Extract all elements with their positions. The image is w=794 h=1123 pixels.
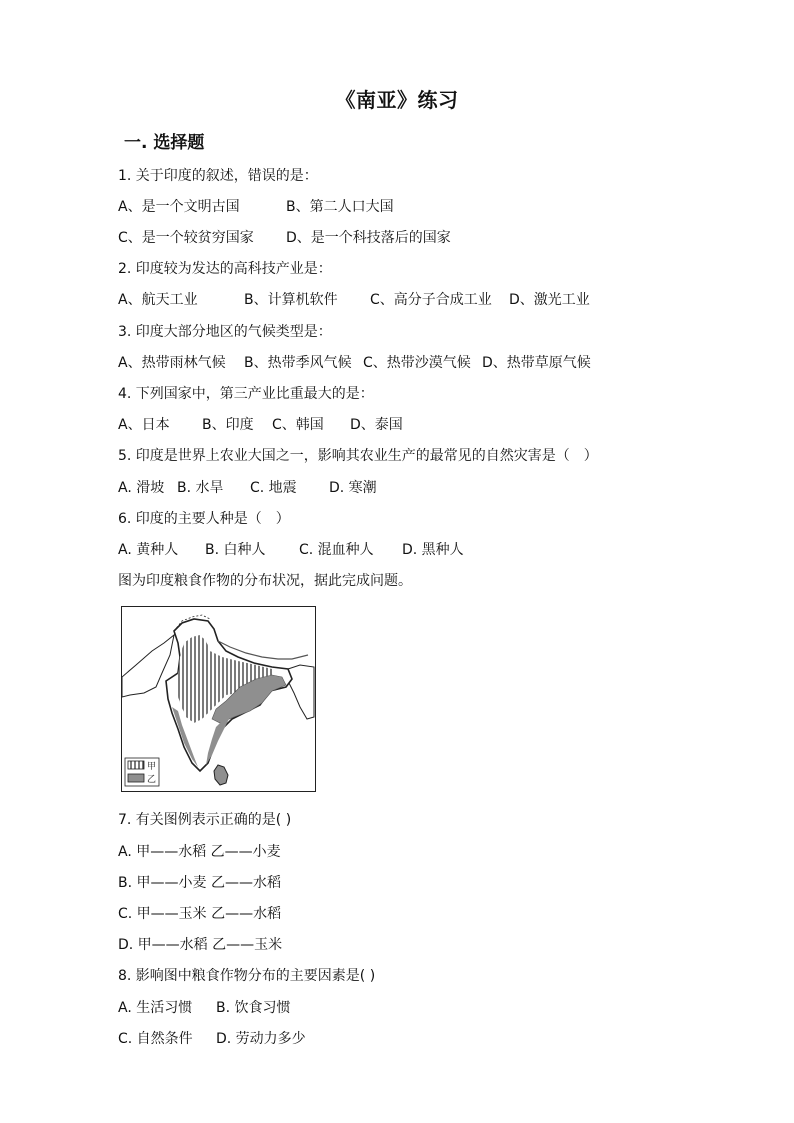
option-c: C、韩国	[272, 417, 324, 433]
option-d: D. 劳动力多少	[216, 1031, 306, 1047]
question-5-options	[118, 479, 377, 497]
option-c: C、是一个较贫穷国家	[118, 230, 254, 246]
option-a: A. 生活习惯	[118, 1000, 193, 1016]
page-title: 《南亚》练习	[335, 88, 459, 112]
question-3-options	[118, 354, 591, 372]
india-crop-map-drawing	[122, 607, 315, 791]
option-b: B、热带季风气候	[244, 355, 352, 371]
question-1-options-2	[118, 229, 451, 247]
option-b: B. 饮食习惯	[216, 1000, 291, 1016]
option-c: C. 地震	[250, 480, 297, 496]
option-d: D. 黑种人	[402, 542, 464, 558]
question-3-stem: 3. 印度大部分地区的气候类型是：	[118, 324, 332, 340]
east-neighbor-land	[288, 665, 314, 719]
option-c: C、高分子合成工业	[370, 292, 492, 308]
option-a: A、日本	[118, 417, 170, 433]
question-2-stem: 2. 印度较为发达的高科技产业是：	[118, 261, 332, 277]
question-8-options-2	[118, 1030, 306, 1048]
option-c: C. 自然条件	[118, 1031, 193, 1047]
question-6-options	[118, 541, 464, 559]
question-2-options	[118, 291, 590, 309]
sri-lanka-island	[214, 765, 228, 785]
figure-intro: 图为印度粮食作物的分布状况，据此完成问题。	[118, 573, 412, 589]
legend-yi-swatch	[128, 774, 144, 782]
option-b: B、第二人口大国	[286, 199, 394, 215]
question-7-option-a: A. 甲——水稻 乙——小麦	[118, 844, 281, 860]
question-7-option-d: D. 甲——水稻 乙——玉米	[118, 937, 283, 953]
section-heading: 一. 选择题	[124, 133, 205, 153]
option-d: D、泰国	[350, 417, 403, 433]
option-c: C. 混血种人	[299, 542, 374, 558]
option-c: C、热带沙漠气候	[363, 355, 471, 371]
option-a: A、是一个文明古国	[118, 199, 240, 215]
question-7-option-c: C. 甲——玉米 乙——水稻	[118, 906, 282, 922]
question-4-options	[118, 416, 403, 434]
question-4-stem: 4. 下列国家中，第三产业比重最大的是：	[118, 386, 374, 402]
option-b: B. 水旱	[177, 480, 224, 496]
legend-yi-label: 乙	[147, 775, 157, 785]
question-8-stem: 8. 影响图中粮食作物分布的主要因素是( )	[118, 968, 376, 984]
question-1-options	[118, 198, 394, 216]
question-8-options	[118, 999, 291, 1017]
legend-jia-swatch	[128, 761, 144, 769]
option-b: B、计算机软件	[244, 292, 338, 308]
option-d: D、激光工业	[509, 292, 590, 308]
option-b: B. 白种人	[205, 542, 266, 558]
option-a: A. 滑坡	[118, 480, 165, 496]
option-a: A、航天工业	[118, 292, 198, 308]
question-6-stem: 6. 印度的主要人种是（ ）	[118, 511, 290, 527]
question-1-stem: 1. 关于印度的叙述，错误的是：	[118, 168, 318, 184]
question-7-stem: 7. 有关图例表示正确的是( )	[118, 812, 292, 828]
option-a: A. 黄种人	[118, 542, 179, 558]
option-d: D、是一个科技落后的国家	[286, 230, 451, 246]
question-7-option-b: B. 甲——小麦 乙——水稻	[118, 875, 281, 891]
option-a: A、热带雨林气候	[118, 355, 226, 371]
india-crop-map	[121, 606, 316, 792]
legend-jia-label: 甲	[147, 762, 157, 772]
option-d: D. 寒潮	[329, 480, 377, 496]
option-d: D、热带草原气候	[482, 355, 591, 371]
question-5-stem: 5. 印度是世界上农业大国之一，影响其农业生产的最常见的自然灾害是（ ）	[118, 448, 598, 464]
option-b: B、印度	[202, 417, 254, 433]
